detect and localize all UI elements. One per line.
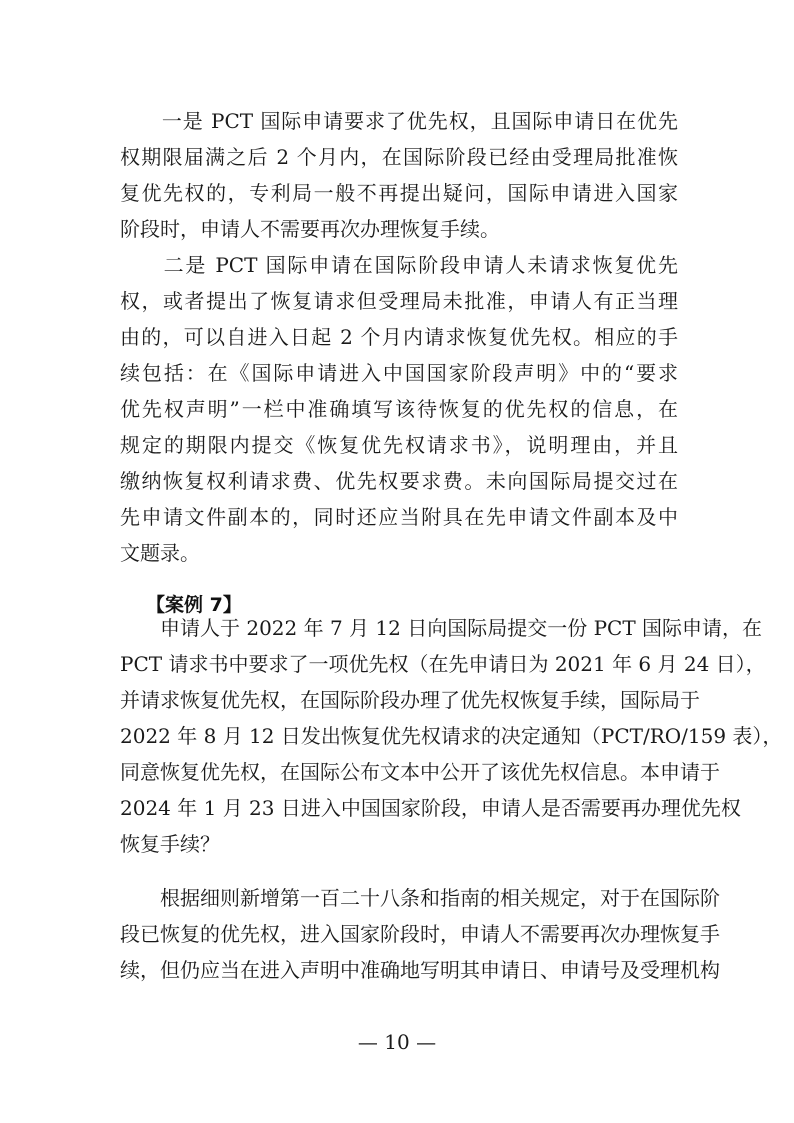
paragraph-3 — [120, 610, 783, 862]
paragraph-line: 并请求恢复优先权，在国际阶段办理了优先权恢复手续，国际局于 — [120, 688, 700, 712]
paragraph-line: 规定的期限内提交《恢复优先权请求书》，说明理由，并且 — [120, 433, 678, 457]
paragraph-line: 文题录。 — [120, 541, 200, 565]
paragraph-line: 续，但仍应当在进入声明中准确地写明其申请日、申请号及受理机构 — [120, 958, 720, 982]
paragraph-line: 权，或者提出了恢复请求但受理局未批准，申请人有正当理 — [120, 289, 678, 313]
paragraph-line: 权期限届满之后 2 个月内，在国际阶段已经由受理局批准恢 — [120, 145, 678, 169]
paragraph-line: 先申请文件副本的，同时还应当附具在先申请文件副本及中 — [120, 505, 678, 529]
paragraph-line: 续包括：在《国际申请进入中国国家阶段声明》中的“要求 — [120, 361, 678, 385]
paragraph-line: 一是 PCT 国际申请要求了优先权，且国际申请日在优先 — [120, 109, 678, 133]
paragraph-line: 同意恢复优先权，在国际公布文本中公开了该优先权信息。本申请于 — [120, 760, 720, 784]
case-answer — [120, 880, 720, 988]
paragraph-line: 缴纳恢复权利请求费、优先权要求费。未向国际局提交过在 — [120, 469, 678, 493]
paragraph-2 — [120, 247, 678, 571]
body-text-upper — [120, 103, 678, 571]
paragraph-line: 根据细则新增第一百二十八条和指南的相关规定，对于在国际阶 — [120, 886, 720, 910]
paragraph-line: 复优先权的，专利局一般不再提出疑问，国际申请进入国家 — [120, 181, 678, 205]
case-description — [120, 610, 783, 862]
paragraph-line: 恢复手续？ — [120, 832, 220, 856]
paragraph-line: 段已恢复的优先权，进入国家阶段时，申请人不需要再次办理恢复手 — [120, 922, 720, 946]
paragraph-line: 2024 年 1 月 23 日进入中国国家阶段，申请人是否需要再办理优先权 — [120, 796, 741, 820]
page-number: — 10 — — [357, 1030, 437, 1054]
paragraph-1 — [120, 103, 678, 247]
paragraph-line: 阶段时，申请人不需要再次办理恢复手续。 — [120, 217, 500, 241]
paragraph-line: 由的，可以自进入日起 2 个月内请求恢复优先权。相应的手 — [120, 325, 678, 349]
paragraph-line: 申请人于 2022 年 7 月 12 日向国际局提交一份 PCT 国际申请，在 — [120, 616, 763, 640]
case-heading: 【案例 7】 — [146, 594, 242, 616]
paragraph-4 — [120, 880, 720, 988]
paragraph-line: 二是 PCT 国际申请在国际阶段申请人未请求恢复优先 — [120, 253, 678, 277]
paragraph-line: 2022 年 8 月 12 日发出恢复优先权请求的决定通知（PCT/RO/159 表）， — [120, 724, 783, 748]
paragraph-line: PCT 请求书中要求了一项优先权（在先申请日为 2021 年 6 月 24 日）， — [120, 652, 766, 676]
paragraph-line: 优先权声明”一栏中准确填写该待恢复的优先权的信息，在 — [120, 397, 678, 421]
